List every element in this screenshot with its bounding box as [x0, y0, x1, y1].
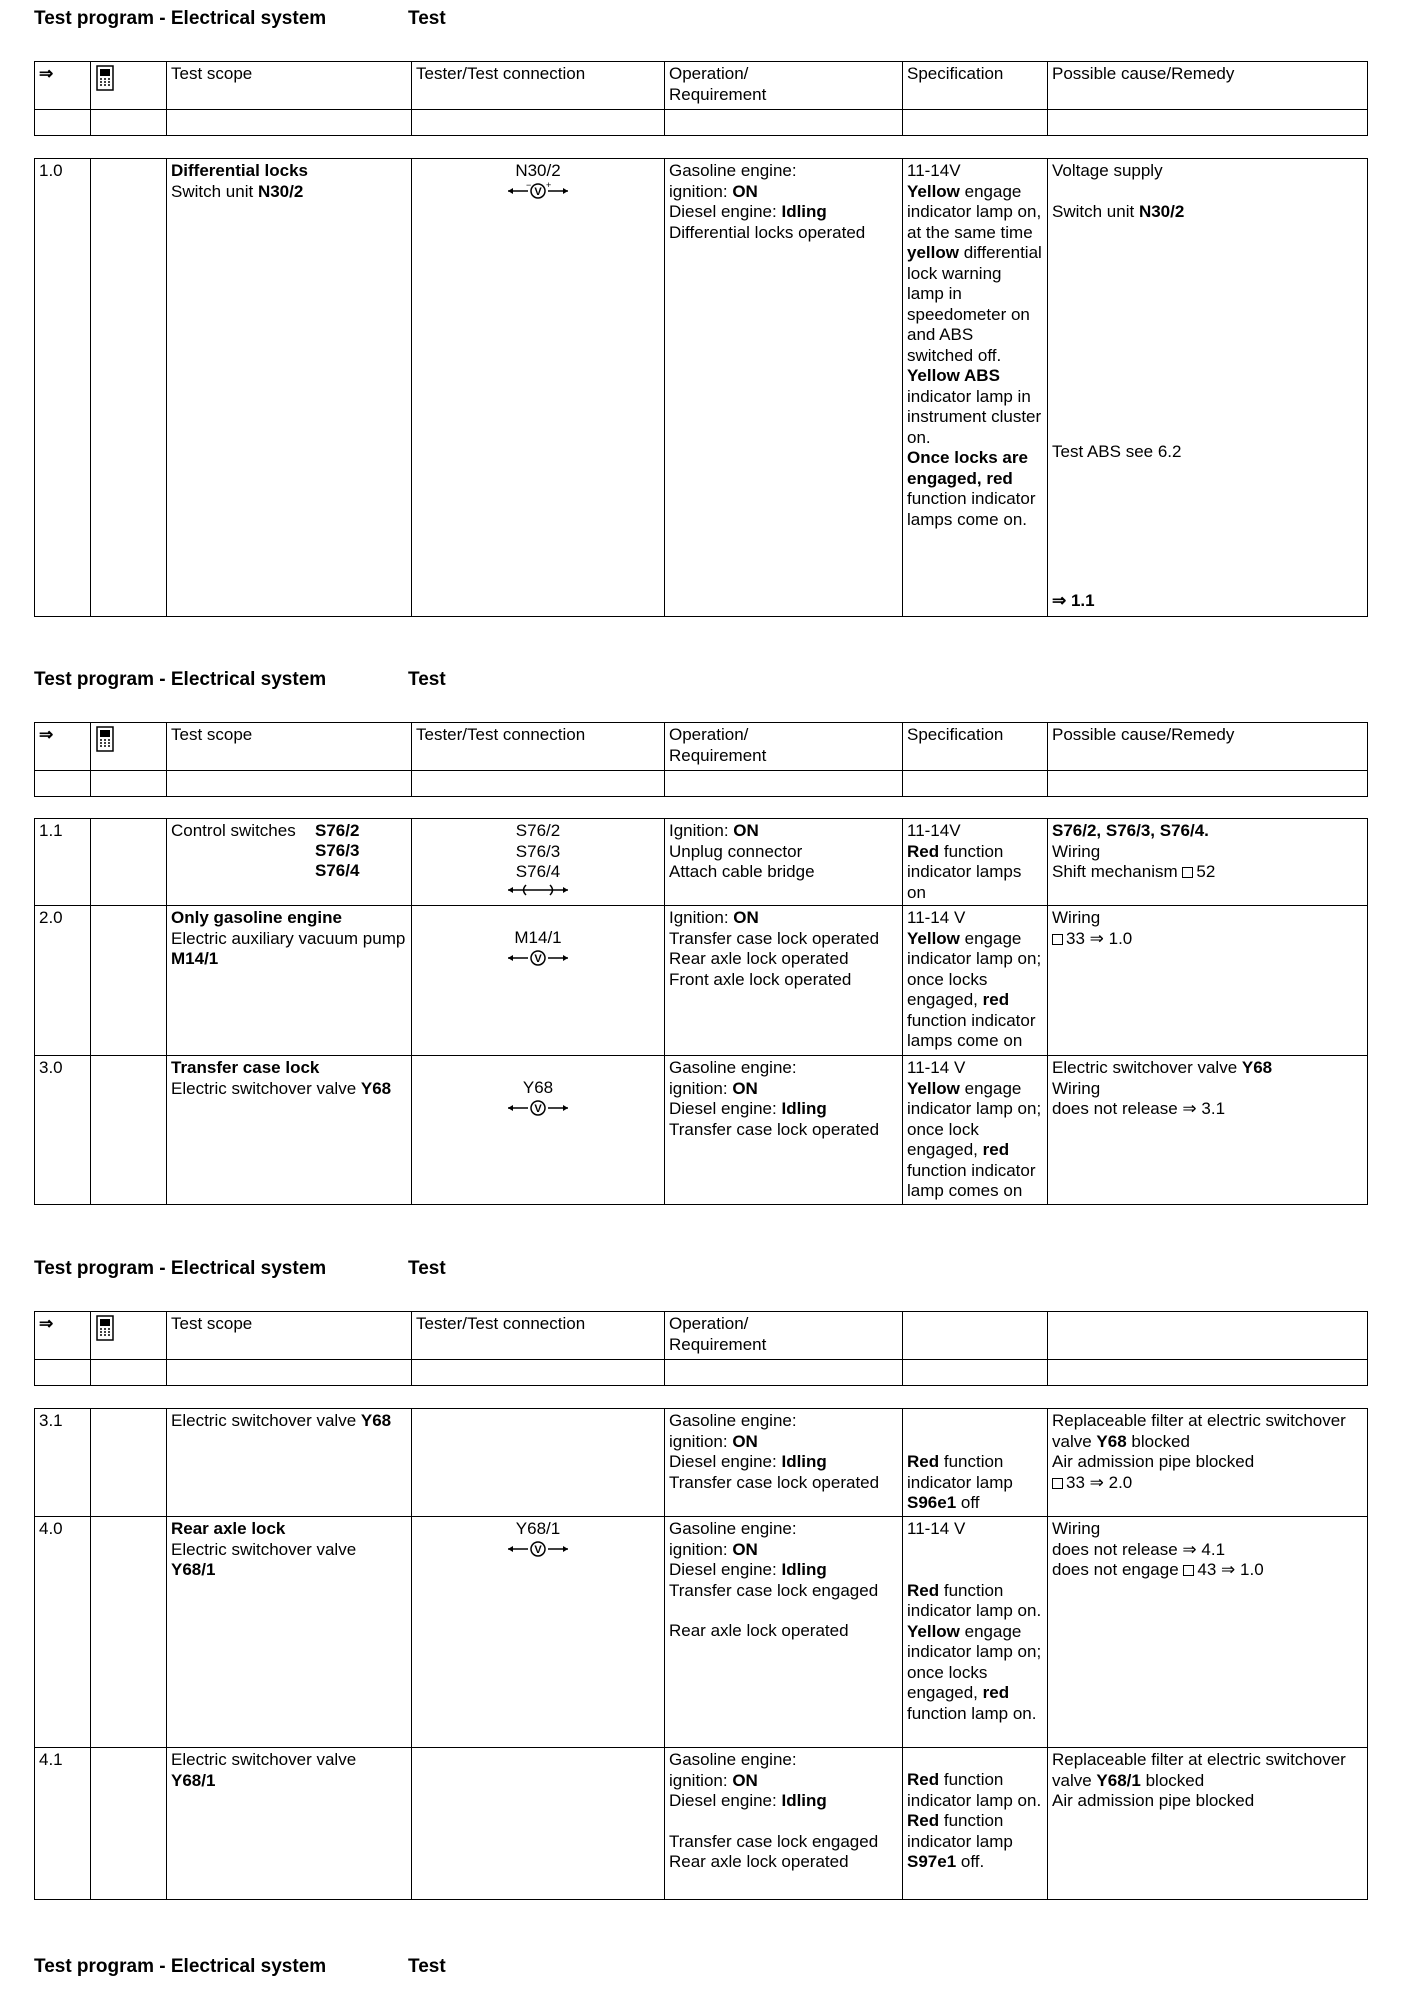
- table-row: 4.0 Rear axle lock Electric switchover valve Y68/1 Y68/1 V Gasoline engine: ignition: ON Diesel engine: Idling Transfer case lock engaged Rear axle lock operated 11-14 V Red function indicator lamp on. Yellow engage indicator lamp on; once locks engaged, red function lamp on. Wiring does not release ⇒ 4.1 does not engage 43 ⇒ 1.0: [35, 1517, 1368, 1748]
- voltmeter-icon: [506, 949, 570, 967]
- reference-box-icon: [1183, 1565, 1194, 1576]
- tester-device-icon: [95, 1314, 115, 1342]
- reference-box-icon: [1182, 867, 1193, 878]
- table-header: ⇒ Test scope Tester/Test connection Operation/ Requirement Specification Possible cause/Remedy: [34, 722, 1368, 797]
- table-row: 3.1 Electric switchover valve Y68 Gasoline engine: ignition: ON Diesel engine: Idling Transfer case lock operated Red function indicator lamp S96e1 off Replaceable filter at electric switchover valve Y68 blocked Air admission pipe blocked 33 ⇒ 2.0: [35, 1409, 1368, 1517]
- voltmeter-icon: [506, 1099, 570, 1117]
- goto-link[interactable]: ⇒ 1.0: [1216, 1560, 1264, 1579]
- table-header: ⇒ Test scope Tester/Test connection Operation/ Requirement Specification Possible cause/Remedy: [34, 61, 1368, 136]
- test-table: [34, 818, 1368, 1205]
- cable-bridge-icon: [506, 883, 570, 897]
- section-title: Test program - Electrical system Test: [34, 1956, 446, 1977]
- goto-link[interactable]: ⇒ 1.1: [1052, 591, 1095, 610]
- section-title: Test program - Electrical system Test: [34, 669, 446, 690]
- test-table: [34, 1408, 1368, 1900]
- svg-text:V: V: [534, 952, 542, 965]
- goto-link[interactable]: ⇒ 1.0: [1084, 928, 1133, 948]
- reference-box-icon: [1052, 934, 1063, 945]
- table-row: 1.0 Differential locks Switch unit N30/2 N30/2 V − + Gasoline engine: ignition: ON Diesel engine: Idling Differential locks operated 11-14V Yellow engage indicator lamp on, at the same time yellow differential lock warning lamp in speedometer on and ABS switched off. Yellow ABS indicator lamp in instrument cluster on. Once locks are engaged, red function indicator lamps come on. Voltage supply Switch unit N30/2 Test ABS see 6.2 ⇒ 1.1: [35, 159, 1368, 617]
- section-title: Test program - Electrical system Test: [34, 8, 446, 29]
- test-table: [34, 158, 1368, 617]
- svg-text:+: +: [546, 181, 552, 190]
- svg-text:−: −: [526, 181, 532, 190]
- goto-link[interactable]: ⇒ 3.1: [1182, 1099, 1226, 1118]
- table-header: ⇒ Test scope Tester/Test connection Operation/ Requirement: [34, 1311, 1368, 1386]
- arrow-icon: ⇒: [39, 64, 54, 83]
- table-row: 3.0 Transfer case lock Electric switchover valve Y68 Y68 V Gasoline engine: ignition: ON Diesel engine: Idling Transfer case lock operated 11-14 V Yellow engage indicator lamp on; once lock engaged, red function indicator lamp comes on Electric switchover valve Y68 Wiring does not release ⇒ 3.1: [35, 1056, 1368, 1205]
- arrow-icon: ⇒: [39, 1314, 54, 1333]
- tester-device-icon: [95, 64, 115, 92]
- table-row: 1.1 Control switches S76/2 S76/3 S76/4 S76/2 S76/3 S76/4 Ignition: ON Unplug connector Attach cable bridge 11-14V Red function indicator lamps on S76/2, S76/3, S76/4. Wiring Shift mechanism 52: [35, 819, 1368, 906]
- svg-text:V: V: [534, 1543, 542, 1556]
- tester-device-icon: [95, 725, 115, 753]
- table-row: 4.1 Electric switchover valve Y68/1 Gasoline engine: ignition: ON Diesel engine: Idling Transfer case lock engaged Rear axle lock operated Red function indicator lamp on. Red function indicator lamp S97e1 off. Replaceable filter at electric switchover valve Y68/1 blocked Air admission pipe blocked: [35, 1748, 1368, 1900]
- goto-link[interactable]: ⇒ 2.0: [1084, 1472, 1133, 1492]
- table-row: 2.0 Only gasoline engine Electric auxiliary vacuum pump M14/1 M14/1 V Ignition: ON Transfer case lock operated Rear axle lock operated Front axle lock operated 11-14 V Yellow engage indicator lamp on; once locks engaged, red function indicator lamps come on Wiring 33 ⇒ 1.0: [35, 906, 1368, 1056]
- reference-box-icon: [1052, 1478, 1063, 1489]
- arrow-icon: ⇒: [39, 725, 54, 744]
- svg-text:V: V: [534, 185, 542, 198]
- voltmeter-icon: [506, 1540, 570, 1558]
- section-title: Test program - Electrical system Test: [34, 1258, 446, 1279]
- voltmeter-icon: [506, 182, 570, 200]
- goto-link[interactable]: ⇒ 4.1: [1182, 1539, 1226, 1559]
- svg-text:V: V: [534, 1102, 542, 1115]
